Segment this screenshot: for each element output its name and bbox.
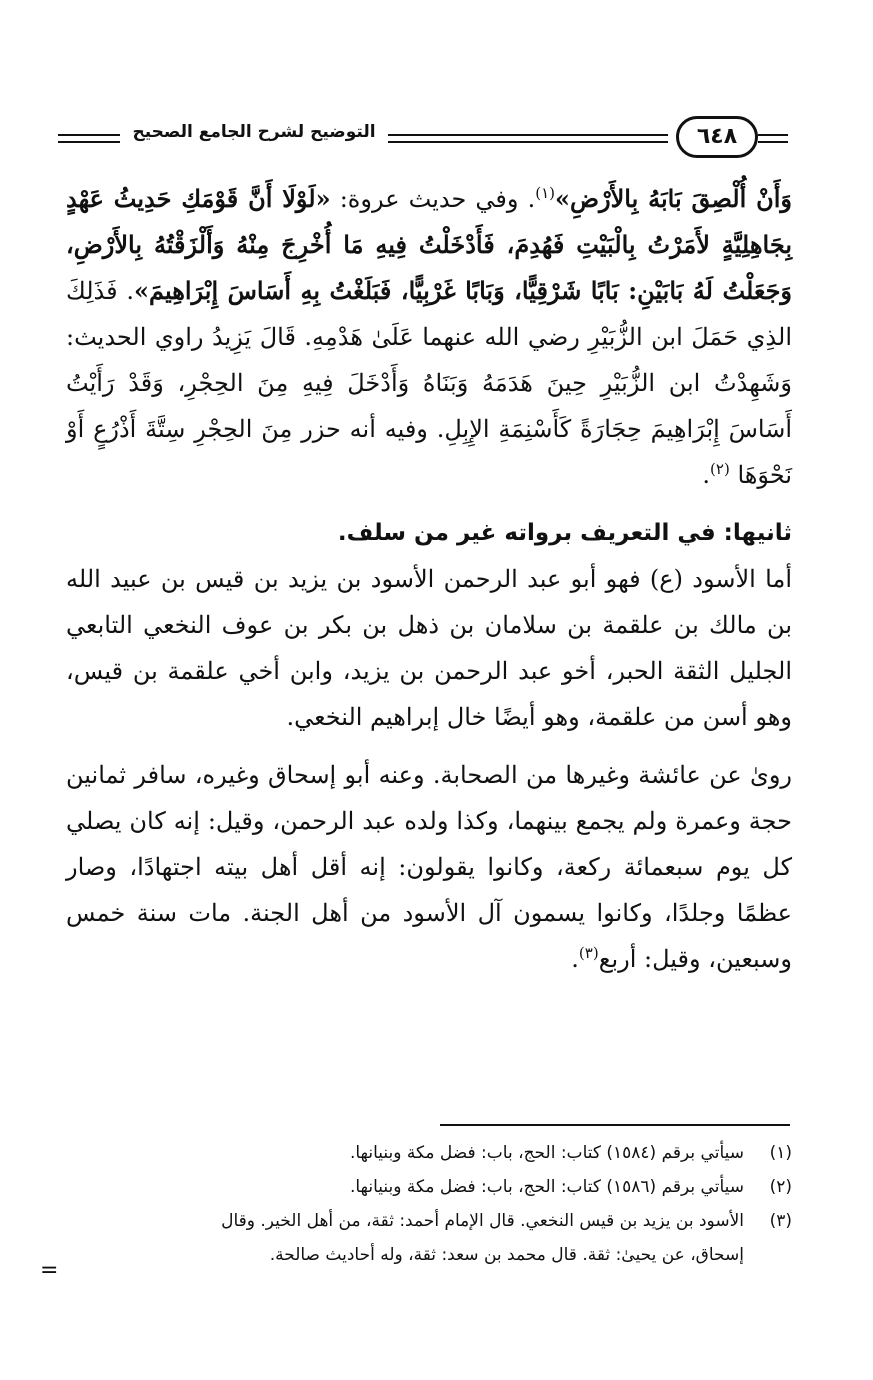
footnote-number: (٣) [769,1211,792,1231]
header-rule-left [58,134,120,143]
header-rule-middle [388,134,668,143]
paragraph-end-mark: . [702,461,711,489]
running-header [58,112,788,162]
section-heading: ثانيها: في التعريف برواته غير من سلف. [337,520,792,546]
narration-intro: . وفي حديث عروة: [330,185,536,213]
footnote-number: (١) [769,1143,792,1163]
quoted-text-start: وَأَنْ أُلْصِقَ بَابَهُ بِالأَرْضِ» [555,184,792,213]
page-number: ٦٤٨ [676,116,758,158]
footnote-3-continuation: إسحاق، عن يحيىٰ: ثقة. قال محمد بن سعد: ثقة، وله أحاديث صالحة. [269,1245,744,1265]
footnote-ref-2: (٢) [710,460,730,478]
footnote-separator [440,1124,790,1126]
paragraph-hadith [66,176,792,498]
footnote-3 [66,1204,792,1238]
narration-commentary: . فَذَلِكَ الذِي حَمَلَ ابن الزُّبَيْرِ رضي الله عنهما عَلَىٰ هَدْمِهِ. قَالَ يَزِيدُ راوي الحديث: وَشَهِدْتُ ابن الزُّبَيْرِ حِينَ هَدَمَهُ وَبَنَاهُ وَأَدْخَلَ فِيهِ مِنَ الحِجْرِ، وَقَدْ رَأَيْتُ أَسَاسَ إِبْرَاهِيمَ حِجَارَةً كَأَسْنِمَةِ الإِبِلِ. وفيه أنه حزر مِنَ الحِجْرِ سِتَّةَ أَذْرُعٍ أَوْ نَحْوَهَا [66,277,792,489]
book-title: التوضيح لشرح الجامع الصحيح [132,122,376,142]
footnote-text: الأسود بن يزيد بن قيس النخعي. قال الإمام أحمد: ثقة، من أهل الخير. وقال [221,1211,744,1231]
main-text [66,176,792,982]
paragraph-end-mark: . [571,945,579,973]
paragraph-biography: أما الأسود (ع) فهو أبو عبد الرحمن الأسود بن يزيد بن قيس بن عبيد الله بن مالك بن علقمة بن سلامان بن ذهل بن بكر بن عوف النخعي التابعي الجليل الثقة الحبر، أخو عبد الرحمن بن يزيد، وابن أخي علقمة بن قيس، وهو أسن من علقمة، وهو أيضًا خال إبراهيم النخعي. [66,565,792,731]
continuation-mark: = [40,1258,59,1283]
footnote-ref-3: (٣) [578,944,599,962]
hadith-text: «لَوْلَا أَنَّ قَوْمَكِ حَدِيثُ عَهْدٍ بِجَاهِلِيَّةٍ لأَمَرْتُ بِالْبَيْتِ فَهُدِمَ، فَأَدْخَلْتُ فِيهِ مَا أُخْرِجَ مِنْهُ وَأَلْزَقْتُهُ بِالأَرْضِ، وَجَعَلْتُ لَهُ بَابَيْنِ: بَابًا شَرْقِيًّا، وَبَابًا غَرْبِيًّا، فَبَلَغْتُ بِهِ أَسَاسَ إِبْرَاهِيمَ» [66,184,792,305]
footnote-number: (٢) [769,1177,792,1197]
footnote-1 [66,1136,792,1170]
header-rule-right [758,134,788,143]
footnotes [66,1136,792,1272]
footnote-text: سيأتي برقم (١٥٨٤) كتاب: الحج، باب: فضل مكة وبنيانها. [349,1143,744,1163]
footnote-2 [66,1170,792,1204]
paragraph-narrations [66,752,792,982]
footnote-text: سيأتي برقم (١٥٨٦) كتاب: الحج، باب: فضل مكة وبنيانها. [349,1177,744,1197]
footnote-ref-1: (١) [535,184,555,202]
narrations-text: روىٰ عن عائشة وغيرها من الصحابة. وعنه أبو إسحاق وغيره، سافر ثمانين حجة وعمرة ولم يجمع بينهما، وكذا ولده عبد الرحمن، وقيل: إنه كان يصلي كل يوم سبعمائة ركعة، وكانوا يقولون: إنه أقل أهل بيته اجتهادًا، وصار عظمًا وجلدًا، وكانوا يسمون آل الأسود من أهل الجنة. مات سنة خمس وسبعين، وقيل: أربع [66,761,792,973]
